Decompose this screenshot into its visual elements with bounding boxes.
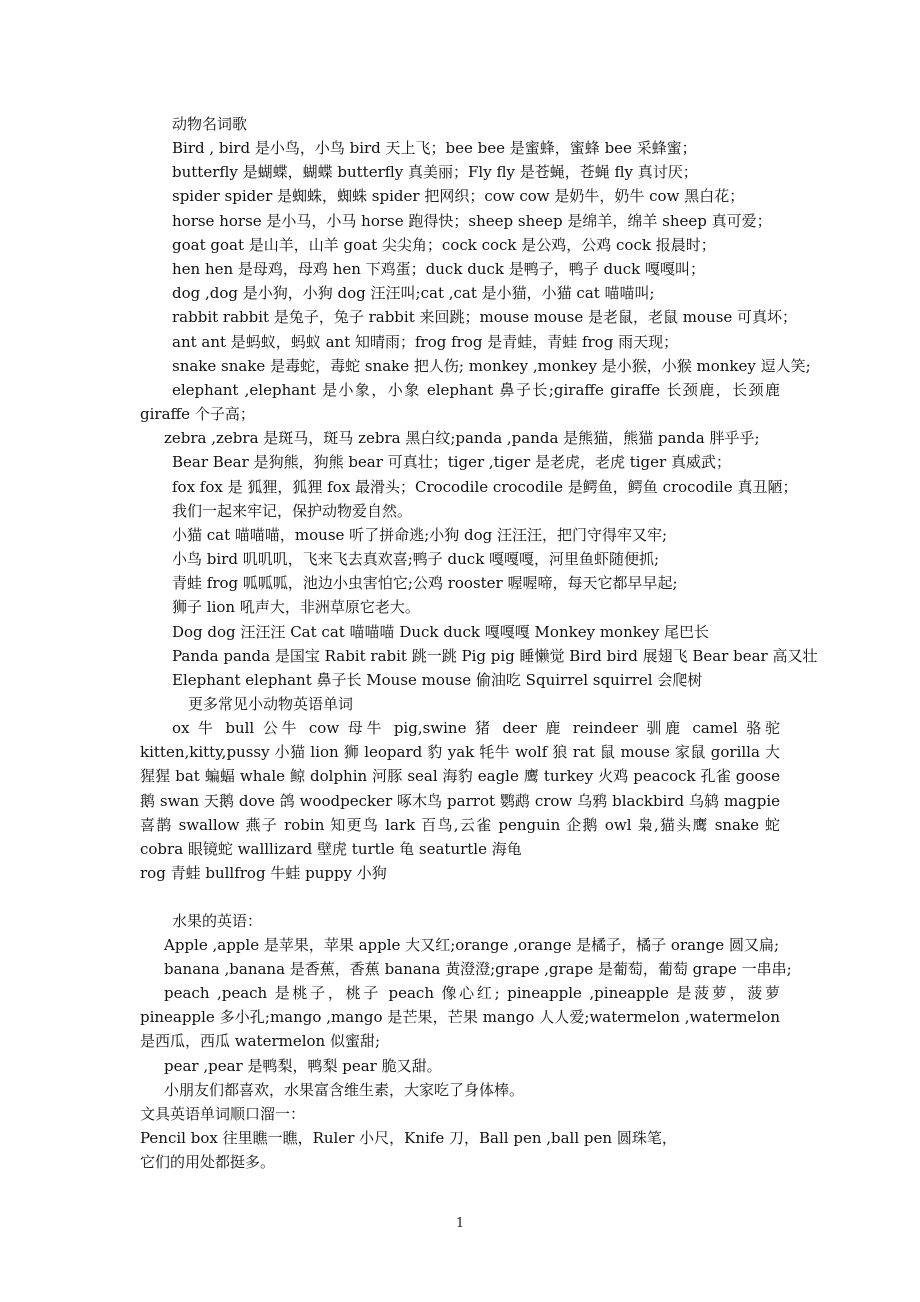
more-animals-heading: 更多常见小动物英语单词 — [188, 695, 354, 713]
song-line: hen hen 是母鸡，母鸡 hen 下鸡蛋；duck duck 是鸭子，鸭子 duck 嘎嘎叫； — [172, 260, 706, 278]
song-line-elephant: elephant ,elephant 是小象，小象 elephant 鼻子长;giraffe giraffe 长颈鹿，长颈鹿 giraffe 个子高； — [140, 381, 780, 424]
song-line: dog ,dog 是小狗，小狗 dog 汪汪叫;cat ,cat 是小猫，小猫 cat 喵喵叫; — [172, 284, 655, 302]
more-animals-paragraph: ox 牛 bull 公牛 cow 母牛 pig,swine 猪 deer 鹿 reindeer 驯鹿 camel 骆驼 kitten,kitty,pussy 小猫 lion 狮 leopard 豹 yak 牦牛 wolf 狼 rat 鼠 mouse 家鼠 gorilla 大猩猩 bat 蝙蝠 whale 鲸 dolphin 河豚 seal 海豹 eagle 鹰 turkey 火鸡 peacock 孔雀 goose 鹅 swan 天鹅 dove 鸽 woodpecker 啄木鸟 parrot 鹦鹉 crow 乌鸦 blackbird 乌鸫 magpie 喜鹊 swallow 燕子 robin 知更鸟 lark 百鸟,云雀 penguin 企鹅 owl 枭,猫头鹰 snake 蛇 cobra 眼镜蛇 walllizard 壁虎 turtle 龟 seaturtle 海龟 — [140, 719, 780, 859]
song-title: 动物名词歌 — [172, 115, 248, 133]
song-line: Panda panda 是国宝 Rabit rabit 跳一跳 Pig pig 睡懒觉 Bird bird 展翅飞 Bear bear 高又壮 — [172, 647, 818, 665]
fruits-paragraph: peach ,peach 是桃子，桃子 peach 像心红; pineapple ,pineapple 是菠萝，菠萝 pineapple 多小孔;mango ,mango 是芒果，芒果 mango 人人爱;watermelon ,watermelon 是西瓜，西瓜 watermelon 似蜜甜; — [140, 984, 780, 1051]
fruits-line: Apple ,apple 是苹果，苹果 apple 大又红;orange ,orange 是橘子，橘子 orange 圆又扁; — [164, 936, 779, 954]
song-line: Bird , bird 是小鸟，小鸟 bird 天上飞；bee bee 是蜜蜂，蜜蜂 bee 采蜂蜜； — [172, 139, 697, 157]
fruits-heading: 水果的英语： — [172, 912, 263, 930]
song-line: 我们一起来牢记，保护动物爱自然。 — [172, 502, 413, 520]
song-line: butterfly 是蝴蝶，蝴蝶 butterfly 真美丽；Fly fly 是苍蝇，苍蝇 fly 真讨厌； — [172, 163, 698, 181]
song-line: snake snake 是毒蛇，毒蛇 snake 把人伤; monkey ,monkey 是小猴，小猴 monkey 逗人笑; — [172, 357, 811, 375]
song-line: fox fox 是 狐狸，狐狸 fox 最滑头；Crocodile crocodile 是鳄鱼，鳄鱼 crocodile 真丑陋； — [172, 478, 798, 496]
song-line: horse horse 是小马，小马 horse 跑得快；sheep sheep 是绵羊，绵羊 sheep 真可爱； — [172, 212, 772, 230]
page-number: 1 — [455, 1216, 465, 1231]
fruits-line: banana ,banana 是香蕉，香蕉 banana 黄澄澄;grape ,grape 是葡萄，葡萄 grape 一串串; — [164, 960, 792, 978]
song-line: 青蛙 frog 呱呱呱，池边小虫害怕它;公鸡 rooster 喔喔啼，每天它都早早起; — [172, 574, 678, 592]
fruits-line: 小朋友们都喜欢，水果富含维生素，大家吃了身体棒。 — [164, 1081, 525, 1099]
song-line-zebra: zebra ,zebra 是斑马，斑马 zebra 黑白纹;panda ,panda 是熊猫，熊猫 panda 胖乎乎; — [164, 429, 760, 447]
song-line: Dog dog 汪汪汪 Cat cat 喵喵喵 Duck duck 嘎嘎嘎 Monkey monkey 尾巴长 — [172, 623, 709, 641]
song-line: rabbit rabbit 是兔子，兔子 rabbit 来回跳；mouse mouse 是老鼠，老鼠 mouse 可真坏； — [172, 308, 798, 326]
song-line: 小猫 cat 喵喵喵，mouse 听了拼命逃;小狗 dog 汪汪汪，把门守得牢又牢; — [172, 526, 668, 544]
stationery-line: 它们的用处都挺多。 — [140, 1153, 276, 1171]
song-line: Elephant elephant 鼻子长 Mouse mouse 偷油吃 Squirrel squirrel 会爬树 — [172, 671, 703, 689]
song-line: Bear Bear 是狗熊，狗熊 bear 可真壮；tiger ,tiger 是老虎，老虎 tiger 真威武； — [172, 453, 731, 471]
stationery-heading: 文具英语单词顺口溜一： — [140, 1105, 306, 1123]
song-line: 小鸟 bird 叽叽叽，飞来飞去真欢喜;鸭子 duck 嘎嘎嘎，河里鱼虾随便抓; — [172, 550, 660, 568]
stationery-line: Pencil box 往里瞧一瞧，Ruler 小尺，Knife 刀，Ball pen ,ball pen 圆珠笔， — [140, 1129, 677, 1147]
more-animals-last-line: rog 青蛙 bullfrog 牛蛙 puppy 小狗 — [140, 864, 387, 882]
song-line: ant ant 是蚂蚁，蚂蚁 ant 知晴雨；frog frog 是青蛙，青蛙 frog 雨天现； — [172, 333, 679, 351]
song-line: spider spider 是蜘蛛，蜘蛛 spider 把网织；cow cow 是奶牛，奶牛 cow 黑白花； — [172, 187, 745, 205]
song-line: goat goat 是山羊，山羊 goat 尖尖角；cock cock 是公鸡，公鸡 cock 报晨时； — [172, 236, 716, 254]
fruits-line: pear ,pear 是鸭梨，鸭梨 pear 脆又甜。 — [164, 1057, 442, 1075]
song-line: 狮子 lion 吼声大，非洲草原它老大。 — [172, 598, 420, 616]
